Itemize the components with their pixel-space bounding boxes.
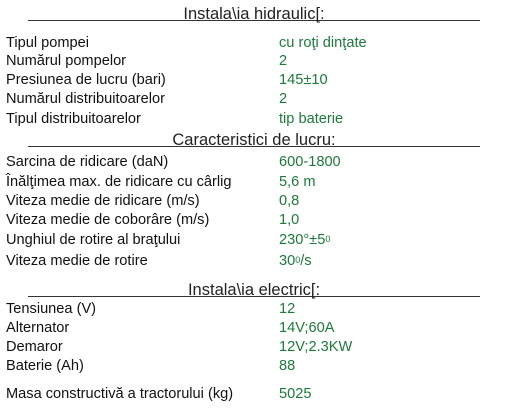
spec-row-rotation-speed (6, 252, 506, 271)
section-title-text: Instala\ia hidraulic[: (183, 5, 325, 23)
section-title-text: Instala\ia electric[: (187, 281, 321, 299)
spec-label: Tensiunea (V) (6, 301, 97, 317)
spec-row-pump-count (6, 52, 506, 71)
spec-row-distributor-count (6, 90, 506, 109)
spec-row-max-lifting-height (6, 173, 506, 192)
spec-label: Viteza medie de rotire (6, 253, 148, 269)
spec-row-alternator (6, 319, 506, 338)
spec-row-starter (6, 338, 506, 357)
spec-row-pump-type (6, 34, 506, 53)
spec-value: 14V;60A (279, 320, 335, 336)
spec-row-voltage (6, 300, 506, 319)
spec-row-arm-rotation-angle (6, 231, 506, 250)
spec-label: Viteza medie de ridicare (m/s) (6, 193, 200, 209)
section-title-text: Caracteristici de lucru: (172, 131, 336, 149)
spec-value: 5025 (279, 386, 312, 402)
spec-value-unit: /s (300, 253, 312, 269)
spec-label: Înălţimea max. de ridicare cu cârlig (6, 174, 232, 190)
spec-row-working-pressure (6, 71, 506, 90)
spec-value: 145±10 (279, 72, 328, 88)
spec-value-main: 230°±5 (279, 232, 326, 248)
spec-value: tip baterie (279, 111, 344, 127)
spec-value: 0,8 (279, 193, 300, 209)
spec-label: Alternator (6, 320, 70, 336)
spec-value: 12 (279, 301, 296, 317)
spec-value: 1,0 (279, 212, 300, 228)
spec-value (279, 252, 312, 271)
spec-value: 88 (279, 358, 296, 374)
spec-row-lowering-speed (6, 211, 506, 230)
spec-label: Masa constructivă a tractorului (kg) (6, 386, 234, 402)
spec-label: Unghiul de rotire al braţului (6, 232, 181, 248)
spec-label: Numărul distribuitoarelor (6, 91, 165, 107)
spec-label: Tipul pompei (6, 35, 90, 51)
spec-value: 12V;2.3KW (279, 339, 353, 355)
spec-value-superscript: 0 (325, 234, 331, 244)
spec-value: 5,6 m (279, 174, 316, 190)
spec-row-lifting-speed (6, 192, 506, 211)
spec-label: Numărul pompelor (6, 53, 127, 69)
spec-label: Presiunea de lucru (bari) (6, 72, 166, 88)
spec-value: 2 (279, 91, 288, 107)
spec-label: Demaror (6, 339, 63, 355)
spec-value-superscript: 0 (295, 255, 301, 265)
spec-label: Viteza medie de coborâre (m/s) (6, 212, 210, 228)
spec-value-main: 30 (279, 253, 296, 269)
spec-label: Baterie (Ah) (6, 358, 84, 374)
spec-value: cu roţi dinţate (279, 35, 367, 51)
spec-label: Sarcina de ridicare (daN) (6, 154, 169, 170)
spec-row-tractor-mass (6, 385, 506, 404)
spec-row-lifting-load (6, 153, 506, 172)
spec-value (279, 231, 330, 250)
spec-label: Tipul distribuitoarelor (6, 111, 141, 127)
spec-row-battery (6, 357, 506, 376)
spec-row-distributor-type (6, 110, 506, 129)
spec-value: 2 (279, 53, 288, 69)
spec-value: 600-1800 (279, 154, 341, 170)
